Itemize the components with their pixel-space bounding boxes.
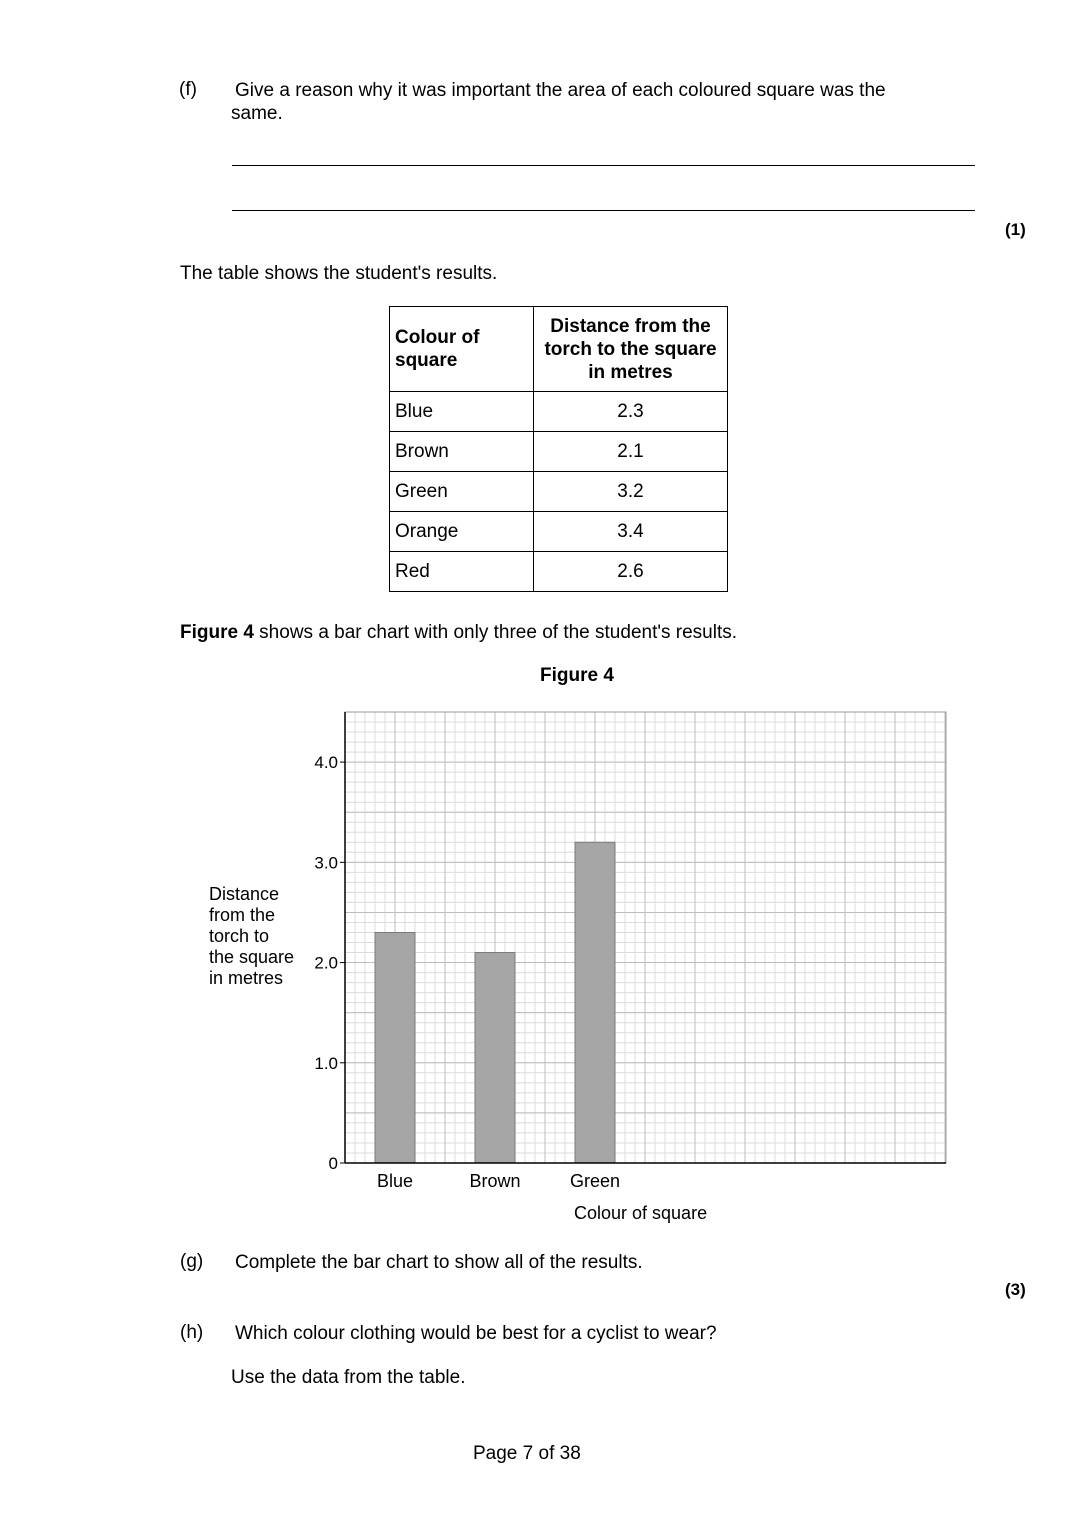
y-label-line: Distance — [209, 884, 280, 904]
question-g-label: (g) — [180, 1251, 204, 1272]
y-label-line: in metres — [209, 968, 284, 988]
question-f-text-line1: Give a reason why it was important the area of each coloured square was the — [235, 80, 886, 101]
bar-brown — [475, 953, 515, 1163]
figure-intro-bold: Figure 4 — [180, 622, 254, 643]
chart-x-axis-label: Colour of square — [574, 1203, 708, 1223]
table-cell-distance: 3.2 — [534, 472, 728, 512]
x-category-label: Green — [569, 1171, 621, 1191]
y-tick-label: 3.0 — [314, 853, 338, 873]
table-cell-colour: Green — [390, 472, 534, 512]
header-distance-line1: Distance from the — [550, 315, 711, 337]
y-label-line: torch to — [209, 926, 270, 946]
page-footer — [473, 1442, 581, 1465]
y-tick-label: 4.0 — [314, 753, 338, 773]
table-cell-colour: Red — [390, 552, 534, 592]
figure-intro-rest: shows a bar chart with only three of the student's results. — [253, 622, 737, 643]
table-cell-colour: Orange — [390, 512, 534, 552]
chart-y-axis-label — [209, 884, 294, 989]
y-tick-label: 1.0 — [314, 1053, 338, 1073]
bar-blue — [375, 932, 415, 1163]
y-label-line: the square — [209, 947, 295, 967]
footer-page-number: 7 — [522, 1443, 534, 1464]
y-label-line: from the — [209, 905, 276, 925]
header-distance-line3: in metres — [588, 361, 673, 383]
y-tick-label: 0 — [328, 1154, 338, 1173]
bar-green — [575, 842, 615, 1163]
header-colour-line1: Colour of — [395, 327, 480, 348]
footer-of: of — [538, 1443, 555, 1464]
footer-total-pages: 38 — [559, 1443, 581, 1464]
footer-prefix: Page — [473, 1443, 518, 1464]
table-cell-distance: 2.1 — [534, 432, 728, 472]
question-f-label: (f) — [179, 79, 197, 100]
question-f-marks: (1) — [1005, 220, 1026, 239]
question-g-text: Complete the bar chart to show all of the results. — [235, 1252, 643, 1273]
question-g-marks: (3) — [1005, 1280, 1026, 1299]
x-category-label: Blue — [376, 1171, 414, 1191]
y-tick-label: 2.0 — [314, 953, 338, 973]
question-h-text: Which colour clothing would be best for a cyclist to wear? — [235, 1323, 717, 1344]
table-cell-colour: Blue — [390, 392, 534, 432]
question-f-text-line2: same. — [231, 103, 283, 124]
question-h-label: (h) — [180, 1322, 204, 1343]
question-h-subtext: Use the data from the table. — [231, 1367, 466, 1388]
header-distance-line2: torch to the square — [544, 338, 717, 360]
chart-y-ticks — [314, 753, 345, 1173]
header-colour-line2: square — [395, 350, 458, 371]
figure-title: Figure 4 — [540, 665, 614, 686]
chart-x-categories — [377, 1171, 620, 1191]
x-category-label: Brown — [469, 1171, 521, 1191]
table-cell-distance: 2.3 — [534, 392, 728, 432]
table-cell-colour: Brown — [390, 432, 534, 472]
table-cell-distance: 3.4 — [534, 512, 728, 552]
table-intro: The table shows the student's results. — [180, 263, 498, 284]
table-cell-distance: 2.6 — [534, 552, 728, 592]
